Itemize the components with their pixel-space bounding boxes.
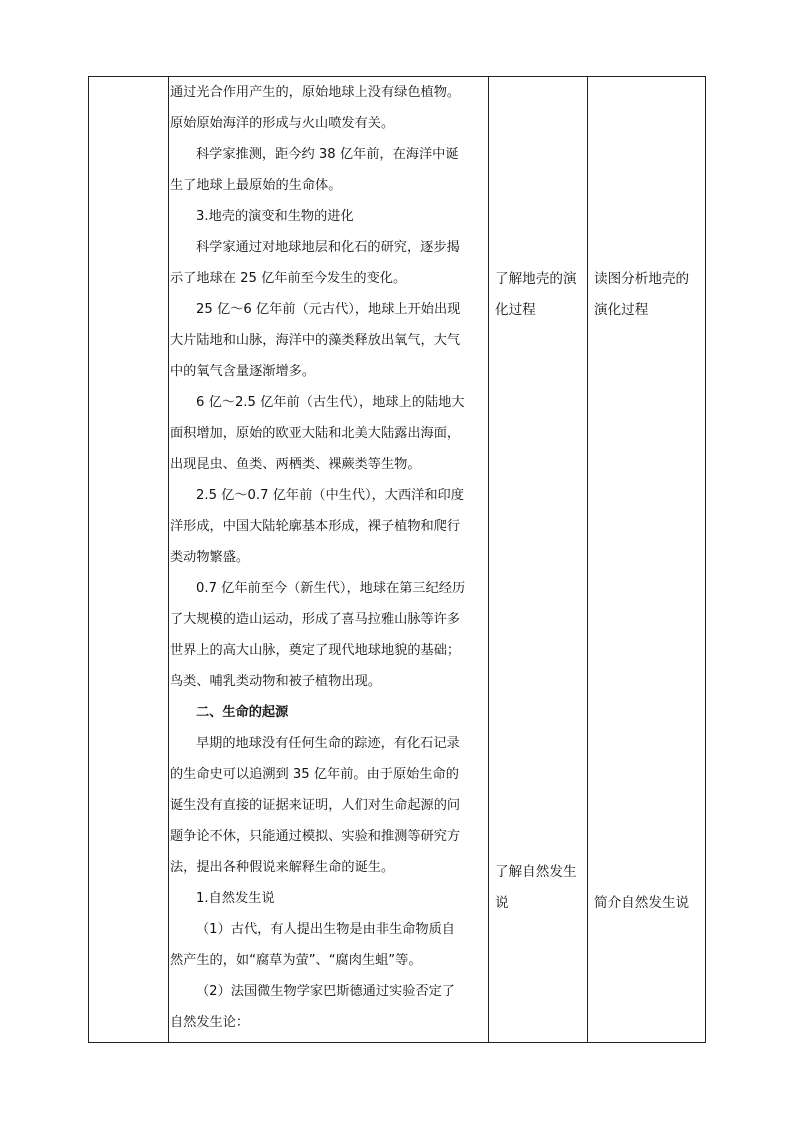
objective-cell-1 <box>495 264 577 326</box>
objective-line: 了解自然发生 <box>495 864 577 880</box>
activity-line: 读图分析地壳的 <box>594 271 690 287</box>
content-line: 科学家通过对地球地层和化石的研究，逐步揭 <box>196 240 460 255</box>
content-line: （2）法国微生物学家巴斯德通过实验否定了 <box>196 984 455 999</box>
objective-line: 了解地壳的演 <box>495 271 577 287</box>
column-divider <box>587 77 588 1042</box>
activity-cell-2 <box>594 888 689 919</box>
content-line: 25 亿～6 亿年前（元古代），地球上开始出现 <box>196 302 461 317</box>
content-line: 世界上的高大山脉，奠定了现代地球地貌的基础； <box>170 643 461 658</box>
content-line: 了大规模的造山运动，形成了喜马拉雅山脉等许多 <box>170 612 461 627</box>
objective-line: 化过程 <box>495 302 536 318</box>
content-line: 大片陆地和山脉，海洋中的藻类释放出氧气，大气 <box>170 333 461 348</box>
section-heading: 二、生命的起源 <box>196 705 289 720</box>
content-line: 科学家推测，距今约 38 亿年前，在海洋中诞 <box>196 147 459 162</box>
content-line: 3.地壳的演变和生物的进化 <box>196 209 354 224</box>
objective-cell-2 <box>495 857 577 919</box>
content-line: 0.7 亿年前至今（新生代），地球在第三纪经历 <box>196 581 466 596</box>
content-line: 生了地球上最原始的生命体。 <box>170 178 342 193</box>
content-line: 的生命史可以追溯到 35 亿年前。由于原始生命的 <box>170 767 459 782</box>
content-line: 面积增加，原始的欧亚大陆和北美大陆露出海面， <box>170 426 461 441</box>
lesson-table <box>88 76 706 1043</box>
content-line: 题争论不休，只能通过模拟、实验和推测等研究方 <box>170 829 461 844</box>
content-line: （1）古代，有人提出生物是由非生命物质自 <box>196 922 455 937</box>
content-line: 2.5 亿～0.7 亿年前（中生代），大西洋和印度 <box>196 488 464 503</box>
content-line: 原始原始海洋的形成与火山喷发有关。 <box>170 116 395 131</box>
content-line: 洋形成，中国大陆轮廓基本形成，裸子植物和爬行 <box>170 519 461 534</box>
column-divider <box>168 77 169 1042</box>
content-line: 6 亿～2.5 亿年前（古生代），地球上的陆地大 <box>196 395 465 410</box>
content-line: 自然发生论： <box>170 1015 250 1030</box>
content-line: 然产生的，如“腐草为萤”、“腐肉生蛆”等。 <box>170 953 422 968</box>
content-line: 法，提出各种假说来解释生命的诞生。 <box>170 860 395 875</box>
content-line: 诞生没有直接的证据来证明，人们对生命起源的问 <box>170 798 461 813</box>
main-content-column <box>170 77 485 1038</box>
activity-line: 简介自然发生说 <box>594 895 690 911</box>
content-line: 出现昆虫、鱼类、两栖类、裸蕨类等生物。 <box>170 457 421 472</box>
content-line: 1.自然发生说 <box>196 891 275 906</box>
objective-line: 说 <box>495 895 509 911</box>
content-line: 示了地球在 25 亿年前至今发生的变化。 <box>170 271 407 286</box>
content-line: 类动物繁盛。 <box>170 550 250 565</box>
content-line: 鸟类、哺乳类动物和被子植物出现。 <box>170 674 381 689</box>
activity-line: 演化过程 <box>594 302 649 318</box>
activity-cell-1 <box>594 264 689 326</box>
content-line: 通过光合作用产生的，原始地球上没有绿色植物。 <box>170 85 461 100</box>
content-line: 早期的地球没有任何生命的踪迹，有化石记录 <box>196 736 460 751</box>
content-line: 中的氧气含量逐渐增多。 <box>170 364 316 379</box>
column-divider <box>488 77 489 1042</box>
